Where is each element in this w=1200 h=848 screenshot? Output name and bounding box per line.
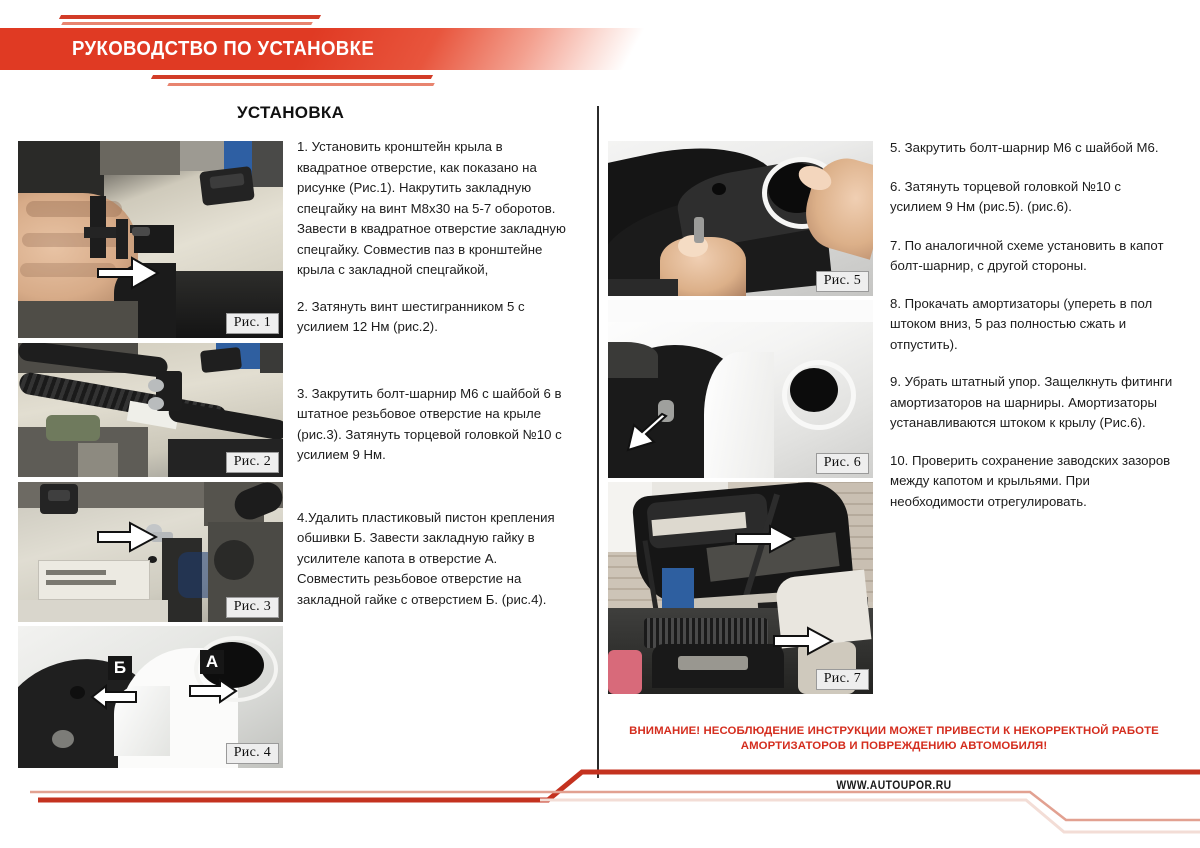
instruction-step-10: 10. Проверить сохранение заводских зазоров между капотом и крыльями. При необходимости отрегулировать. <box>890 452 1171 509</box>
figure-2-photo <box>18 343 283 477</box>
section-title: УСТАНОВКА <box>237 103 345 122</box>
instruction-step-6: 6. Затянуть торцевой головкой №10 с усилием 9 Нм (рис.5). (рис.6). <box>890 178 1121 214</box>
header-accent-stripe-top <box>59 15 321 19</box>
figure-6-label: Рис. 6 <box>816 453 869 474</box>
figure-6-photo <box>608 300 873 478</box>
header-title: РУКОВОДСТВО ПО УСТАНОВКЕ <box>72 38 375 60</box>
figure-3-photo <box>18 482 283 622</box>
instruction-step-4: 4.Удалить пластиковый пистон крепления обшивки Б. Завести закладную гайку в усилителе капота в отверстие А. Совместить резьбовое отверстие на закладной гайке с отверстием Б. (рис.4). <box>297 509 555 607</box>
figure-2-label: Рис. 2 <box>226 452 279 473</box>
figure-3-label: Рис. 3 <box>226 597 279 618</box>
right-instruction-column <box>890 138 1176 512</box>
column-divider <box>597 106 599 778</box>
figure-1-photo <box>18 141 283 338</box>
page-header <box>0 0 1200 96</box>
warning-text: ВНИМАНИЕ! НЕСОБЛЮДЕНИЕ ИНСТРУКЦИИ МОЖЕТ ПРИВЕСТИ К НЕКОРРЕКТНОЙ РАБОТЕ АМОРТИЗАТОРОВ И ПОВРЕЖДЕНИЮ АВТОМОБИЛЯ! <box>629 725 1159 752</box>
figure-7-label: Рис. 7 <box>816 669 869 690</box>
instruction-step-8: 8. Прокачать амортизаторы (упереть в пол штоком вниз, 5 раз полностью сжать и отпустить). <box>890 295 1153 352</box>
instruction-step-2: 2. Затянуть винт шестигранником 5 с усилием 12 Нм (рис.2). <box>297 298 525 334</box>
left-instruction-column <box>297 137 569 610</box>
instruction-step-9: 9. Убрать штатный упор. Защелкнуть фитинги амортизаторов на шарниры. Амортизаторы устанавливаются штоком к крылу (Рис.6). <box>890 374 1173 430</box>
figure-1-arrow-icon <box>96 253 160 293</box>
header-accent-stripe-bottom <box>151 75 433 79</box>
instruction-step-1: 1. Установить кронштейн крыла в квадратное отверстие, как показано на рисунке (Рис.1). Накрутить закладную спецгайку на винт М8х30 на 5-7 оборотов. Завести в квадратное отверстие закладную спецгайку. Совместив паз в кронштейне крыла с закладной спецгайкой, <box>297 139 566 277</box>
figure-4-marker-a: А <box>200 650 224 674</box>
figure-4-marker-b: Б <box>108 656 132 680</box>
figure-7-arrow-top-icon <box>734 524 796 554</box>
figure-6-arrow-icon <box>620 412 670 456</box>
figure-5-photo <box>608 141 873 296</box>
figure-4-arrow-left-icon <box>90 684 138 710</box>
instruction-step-7: 7. По аналогичной схеме установить в капот болт-шарнир, с другой стороны. <box>890 237 1164 273</box>
instruction-step-3: 3. Закрутить болт-шарнир М6 с шайбой 6 в штатное резьбовое отверстие на крыле (рис.3). Затянуть торцевой головкой №10 с усилием 9 Нм. <box>297 385 562 462</box>
footer-line-pale <box>0 786 1200 846</box>
header-accent-stripe-top-thin <box>61 22 313 25</box>
figure-1-label: Рис. 1 <box>226 313 279 334</box>
figure-4-photo <box>18 626 283 768</box>
footer-url: WWW.AUTOUPOR.RU <box>836 780 952 792</box>
figure-7-arrow-bottom-icon <box>772 626 834 656</box>
figure-3-arrow-icon <box>96 520 158 554</box>
figure-7-photo <box>608 482 873 694</box>
figure-4-arrow-right-icon <box>188 678 238 704</box>
figure-4-label: Рис. 4 <box>226 743 279 764</box>
header-accent-stripe-bottom-thin <box>167 83 435 86</box>
figure-5-label: Рис. 5 <box>816 271 869 292</box>
instruction-step-5: 5. Закрутить болт-шарнир М6 с шайбой М6. <box>890 140 1159 155</box>
